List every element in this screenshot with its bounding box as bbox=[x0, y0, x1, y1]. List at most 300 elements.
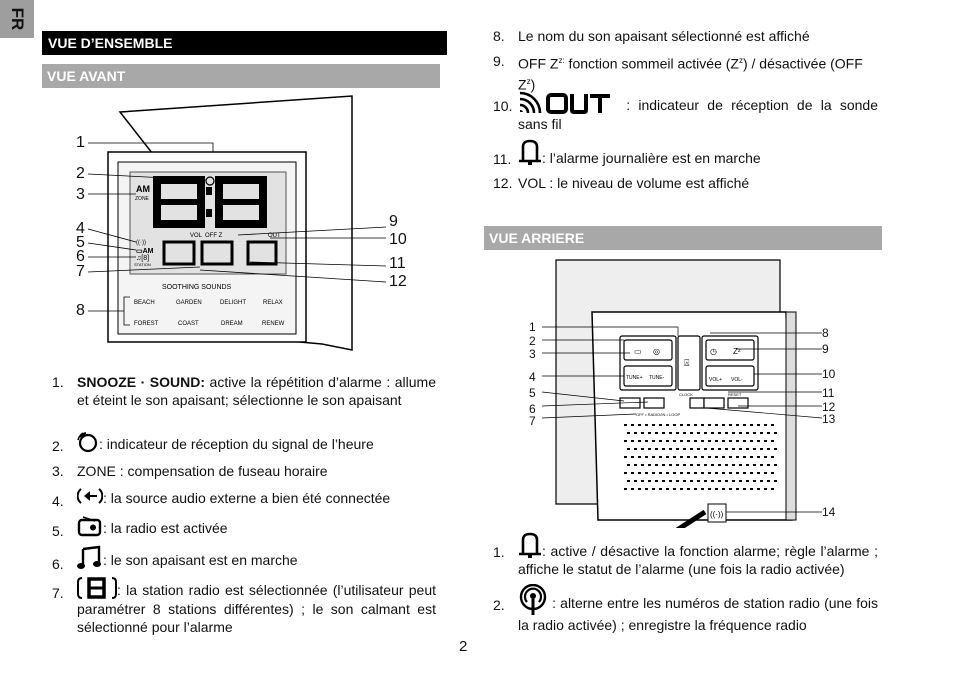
grille-hole bbox=[694, 472, 697, 474]
grille-hole bbox=[666, 440, 669, 442]
item-sup: z bbox=[526, 76, 531, 86]
grille-hole bbox=[627, 464, 630, 466]
grille-hole bbox=[638, 456, 641, 458]
front-view-illustration bbox=[60, 92, 420, 360]
grille-hole bbox=[676, 448, 679, 450]
grille-hole bbox=[704, 464, 707, 466]
grille-hole bbox=[771, 440, 774, 442]
list-item-text bbox=[518, 584, 878, 634]
rear-tune-plus: TUNE+ bbox=[626, 375, 643, 381]
grille-hole bbox=[683, 480, 686, 482]
sound-beach: BEACH bbox=[134, 300, 155, 306]
grille-hole bbox=[655, 448, 658, 450]
rear-view-illustration bbox=[540, 256, 850, 528]
grille-hole bbox=[687, 456, 690, 458]
grille-hole bbox=[669, 448, 672, 450]
svg-text:▭AM: ▭AM bbox=[136, 248, 154, 255]
subsection-title: VUE AVANT bbox=[47, 68, 126, 84]
callout-10: 10 bbox=[389, 231, 407, 248]
svg-text:◷: ◷ bbox=[710, 347, 717, 356]
grille-hole bbox=[764, 424, 767, 426]
grille-hole bbox=[701, 456, 704, 458]
grille-hole bbox=[659, 456, 662, 458]
grille-hole bbox=[645, 472, 648, 474]
grille-hole bbox=[711, 464, 714, 466]
grille-hole bbox=[715, 440, 718, 442]
grille-hole bbox=[676, 432, 679, 434]
sound-renew: RENEW bbox=[262, 321, 285, 327]
grille-hole bbox=[641, 464, 644, 466]
grille-hole bbox=[673, 488, 676, 490]
grille-hole bbox=[701, 424, 704, 426]
callout-2: 2 bbox=[76, 165, 85, 182]
grille-hole bbox=[767, 448, 770, 450]
list-item-text bbox=[77, 576, 436, 636]
rear-callout-6: 6 bbox=[529, 402, 536, 416]
grille-hole bbox=[753, 464, 756, 466]
grille-hole bbox=[718, 480, 721, 482]
svg-text:((·)): ((·)) bbox=[136, 240, 146, 246]
grille-hole bbox=[694, 440, 697, 442]
grille-hole bbox=[732, 464, 735, 466]
sound-relax: RELAX bbox=[263, 300, 283, 306]
grille-hole bbox=[757, 456, 760, 458]
grille-hole bbox=[732, 480, 735, 482]
grille-hole bbox=[729, 440, 732, 442]
grille-hole bbox=[638, 424, 641, 426]
grille-hole bbox=[697, 448, 700, 450]
grille-hole bbox=[722, 424, 725, 426]
grille-hole bbox=[774, 480, 777, 482]
callout-6: 6 bbox=[76, 248, 85, 265]
list-item-text: ZONE : compensation de fuseau horaire bbox=[77, 463, 328, 479]
bell-icon bbox=[518, 139, 542, 167]
rear-callout-2: 2 bbox=[529, 334, 536, 348]
callout-4: 4 bbox=[76, 220, 85, 237]
grille-hole bbox=[683, 464, 686, 466]
grille-hole bbox=[673, 472, 676, 474]
grille-hole bbox=[736, 424, 739, 426]
grille-hole bbox=[652, 456, 655, 458]
list-item-text bbox=[77, 486, 390, 507]
grille-hole bbox=[694, 424, 697, 426]
grille-hole bbox=[760, 432, 763, 434]
grille-hole bbox=[736, 440, 739, 442]
grille-hole bbox=[690, 432, 693, 434]
bell-icon bbox=[518, 532, 542, 560]
grille-hole bbox=[701, 472, 704, 474]
grille-hole bbox=[666, 456, 669, 458]
rear-callout-8: 8 bbox=[822, 326, 829, 340]
grille-hole bbox=[655, 464, 658, 466]
grille-hole bbox=[669, 480, 672, 482]
grille-hole bbox=[627, 480, 630, 482]
grille-hole bbox=[753, 448, 756, 450]
rear-callout-5: 5 bbox=[529, 386, 536, 400]
list-item-number: 6. bbox=[52, 556, 64, 572]
grille-hole bbox=[624, 424, 627, 426]
list-item-text: Le nom du son apaisant sélectionné est affiché bbox=[518, 28, 810, 44]
grille-hole bbox=[722, 440, 725, 442]
grille-hole bbox=[697, 464, 700, 466]
list-item-number: 4. bbox=[52, 493, 64, 509]
grille-hole bbox=[771, 472, 774, 474]
list-item-number: 1. bbox=[493, 544, 505, 560]
grille-hole bbox=[764, 488, 767, 490]
lcd-vol: VOL bbox=[190, 233, 203, 239]
grille-hole bbox=[771, 456, 774, 458]
grille-hole bbox=[680, 440, 683, 442]
list-item-text bbox=[518, 139, 761, 167]
lcd-off-z: OFF Z bbox=[205, 233, 223, 239]
grille-hole bbox=[739, 480, 742, 482]
grille-hole bbox=[627, 432, 630, 434]
grille-hole bbox=[746, 480, 749, 482]
grille-hole bbox=[645, 456, 648, 458]
list-item-number: 9. bbox=[493, 53, 505, 69]
grille-hole bbox=[631, 472, 634, 474]
list-item-number: 1. bbox=[52, 374, 64, 390]
grille-hole bbox=[680, 488, 683, 490]
music-note-icon bbox=[77, 545, 103, 571]
grille-hole bbox=[774, 464, 777, 466]
grille-hole bbox=[631, 440, 634, 442]
callout-8: 8 bbox=[76, 302, 85, 319]
rear-clock: CLOCK bbox=[679, 392, 693, 397]
grille-hole bbox=[718, 432, 721, 434]
lcd-zone: ZONE bbox=[135, 196, 149, 202]
grille-hole bbox=[767, 464, 770, 466]
grille-hole bbox=[753, 480, 756, 482]
grille-hole bbox=[708, 424, 711, 426]
grille-hole bbox=[757, 424, 760, 426]
grille-hole bbox=[652, 488, 655, 490]
grille-hole bbox=[729, 472, 732, 474]
page-number: 2 bbox=[459, 638, 468, 655]
item-sup: z: bbox=[558, 56, 565, 65]
grille-hole bbox=[697, 432, 700, 434]
grille-hole bbox=[666, 488, 669, 490]
callout-1: 1 bbox=[76, 134, 85, 151]
grille-hole bbox=[624, 472, 627, 474]
grille-hole bbox=[648, 480, 651, 482]
grille-hole bbox=[760, 448, 763, 450]
grille-hole bbox=[676, 464, 679, 466]
svg-text:◎: ◎ bbox=[653, 347, 660, 356]
grille-hole bbox=[743, 424, 746, 426]
subsection-header-rear bbox=[484, 226, 882, 250]
list-item-number: 2. bbox=[493, 597, 505, 613]
lcd-am: AM bbox=[136, 184, 150, 194]
item-text: : l’alarme journalière est en marche bbox=[542, 150, 761, 166]
grille-hole bbox=[659, 472, 662, 474]
list-item-text bbox=[77, 431, 374, 453]
grille-hole bbox=[757, 440, 760, 442]
rear-callout-13: 13 bbox=[822, 412, 836, 426]
grille-hole bbox=[711, 448, 714, 450]
grille-hole bbox=[725, 464, 728, 466]
grille-hole bbox=[624, 488, 627, 490]
list-item-number: 10. bbox=[493, 98, 513, 114]
grille-hole bbox=[666, 472, 669, 474]
rear-callout-1: 1 bbox=[529, 320, 536, 334]
rear-off-radio-loop: OFF • RADIO/IN • LOOP bbox=[636, 412, 681, 417]
grille-hole bbox=[764, 440, 767, 442]
grille-hole bbox=[708, 472, 711, 474]
grille-hole bbox=[676, 480, 679, 482]
grille-hole bbox=[648, 432, 651, 434]
list-item-number: 8. bbox=[493, 28, 505, 44]
grille-hole bbox=[704, 480, 707, 482]
grille-hole bbox=[652, 440, 655, 442]
grille-hole bbox=[645, 488, 648, 490]
list-item-text bbox=[518, 52, 880, 93]
grille-hole bbox=[743, 472, 746, 474]
grille-hole bbox=[673, 456, 676, 458]
grille-hole bbox=[718, 464, 721, 466]
grille-hole bbox=[641, 432, 644, 434]
grille-hole bbox=[634, 432, 637, 434]
grille-hole bbox=[732, 432, 735, 434]
grille-hole bbox=[708, 456, 711, 458]
callout-7: 7 bbox=[76, 263, 85, 280]
grille-hole bbox=[687, 472, 690, 474]
grille-hole bbox=[641, 448, 644, 450]
audio-in-icon bbox=[77, 486, 103, 506]
grille-hole bbox=[680, 456, 683, 458]
grille-hole bbox=[659, 488, 662, 490]
item-text: : la source audio externe a bien été connectée bbox=[103, 490, 391, 506]
rear-reset: RESET bbox=[728, 392, 742, 397]
item-text: : active / désactive la fonction alarme; règle l’alarme ; affiche le statut de l’alarme (une fois la radio activée) bbox=[518, 543, 878, 577]
svg-text:▭: ▭ bbox=[634, 347, 642, 356]
grille-hole bbox=[774, 432, 777, 434]
list-item-number: 5. bbox=[52, 523, 64, 539]
list-item-text bbox=[77, 516, 228, 538]
grille-hole bbox=[736, 488, 739, 490]
grille-hole bbox=[711, 432, 714, 434]
grille-hole bbox=[680, 472, 683, 474]
lcd-soothing-sounds: SOOTHING SOUNDS bbox=[162, 284, 232, 291]
callout-12: 12 bbox=[389, 273, 407, 290]
grille-hole bbox=[715, 488, 718, 490]
grille-hole bbox=[708, 440, 711, 442]
grille-hole bbox=[729, 456, 732, 458]
callout-11: 11 bbox=[389, 255, 406, 272]
sound-forest: FOREST bbox=[134, 321, 159, 327]
grille-hole bbox=[697, 480, 700, 482]
grille-hole bbox=[662, 464, 665, 466]
rear-callout-14: 14 bbox=[822, 505, 836, 519]
grille-hole bbox=[729, 488, 732, 490]
grille-hole bbox=[760, 464, 763, 466]
item-text: ) / désactivée (OFF Z bbox=[518, 55, 863, 93]
grille-hole bbox=[645, 440, 648, 442]
grille-hole bbox=[662, 432, 665, 434]
subsection-header-front bbox=[42, 64, 440, 88]
grille-hole bbox=[746, 464, 749, 466]
grille-hole bbox=[627, 448, 630, 450]
sound-delight: DELIGHT bbox=[220, 300, 247, 306]
svg-text:Zᶻ: Zᶻ bbox=[733, 347, 741, 356]
list-item-text bbox=[518, 91, 878, 133]
list-item-number: 12. bbox=[493, 175, 513, 191]
grille-hole bbox=[722, 488, 725, 490]
grille-hole bbox=[725, 432, 728, 434]
grille-hole bbox=[764, 472, 767, 474]
grille-hole bbox=[662, 448, 665, 450]
list-item-number: 2. bbox=[52, 438, 64, 454]
lcd-station: STATION bbox=[134, 262, 151, 267]
list-item-text bbox=[77, 373, 436, 409]
grille-hole bbox=[680, 424, 683, 426]
grille-hole bbox=[774, 448, 777, 450]
grille-hole bbox=[659, 424, 662, 426]
rear-callout-12: 12 bbox=[822, 400, 836, 414]
grille-hole bbox=[746, 448, 749, 450]
grille-hole bbox=[655, 480, 658, 482]
grille-hole bbox=[652, 472, 655, 474]
item-text: : la radio est activée bbox=[103, 520, 228, 536]
grille-hole bbox=[750, 472, 753, 474]
rear-callout-11: 11 bbox=[822, 386, 835, 400]
grille-hole bbox=[673, 440, 676, 442]
callout-9: 9 bbox=[389, 213, 398, 230]
grille-hole bbox=[648, 464, 651, 466]
subsection-title: VUE ARRIERE bbox=[489, 230, 585, 246]
grille-hole bbox=[715, 456, 718, 458]
grille-hole bbox=[725, 448, 728, 450]
grille-hole bbox=[750, 424, 753, 426]
grille-hole bbox=[638, 440, 641, 442]
grille-hole bbox=[690, 480, 693, 482]
item-text: : le son apaisant est en marche bbox=[103, 552, 298, 568]
grille-hole bbox=[638, 472, 641, 474]
rear-callout-3: 3 bbox=[529, 347, 536, 361]
svg-text:⍓: ⍓ bbox=[684, 358, 690, 368]
grille-hole bbox=[687, 488, 690, 490]
grille-hole bbox=[687, 440, 690, 442]
sound-dream: DREAM bbox=[221, 321, 243, 327]
callout-5: 5 bbox=[76, 234, 85, 251]
sound-coast: COAST bbox=[178, 321, 199, 327]
rear-callout-7: 7 bbox=[529, 414, 536, 428]
grille-hole bbox=[743, 440, 746, 442]
item-sup: z bbox=[738, 56, 743, 65]
grille-hole bbox=[743, 456, 746, 458]
item-text: : indicateur de réception du signal de l’heure bbox=[99, 436, 374, 452]
sound-garden: GARDEN bbox=[176, 300, 202, 306]
grille-hole bbox=[645, 424, 648, 426]
grille-hole bbox=[701, 488, 704, 490]
callout-3: 3 bbox=[76, 186, 85, 203]
grille-hole bbox=[634, 448, 637, 450]
svg-text:((·)): ((·)) bbox=[710, 510, 724, 519]
grille-hole bbox=[631, 456, 634, 458]
grille-hole bbox=[701, 440, 704, 442]
svg-text:♫[8]: ♫[8] bbox=[136, 255, 150, 262]
grille-hole bbox=[711, 480, 714, 482]
grille-hole bbox=[757, 488, 760, 490]
list-item-number: 3. bbox=[52, 463, 64, 479]
grille-hole bbox=[652, 424, 655, 426]
item-bold-label: SNOOZE · SOUND: bbox=[77, 374, 206, 390]
grille-hole bbox=[753, 432, 756, 434]
rear-vol-minus: VOL- bbox=[731, 377, 743, 383]
list-item-text: VOL : le niveau de volume est affiché bbox=[518, 175, 750, 191]
rear-callout-9: 9 bbox=[822, 342, 829, 356]
grille-hole bbox=[767, 432, 770, 434]
language-tab-label: FR bbox=[8, 7, 27, 31]
grille-hole bbox=[648, 448, 651, 450]
grille-hole bbox=[624, 440, 627, 442]
radio-signal-icon bbox=[77, 431, 99, 453]
grille-hole bbox=[662, 480, 665, 482]
grille-hole bbox=[690, 464, 693, 466]
list-item-number: 7. bbox=[52, 585, 64, 601]
grille-hole bbox=[669, 432, 672, 434]
grille-hole bbox=[722, 472, 725, 474]
grille-hole bbox=[771, 424, 774, 426]
grille-hole bbox=[687, 424, 690, 426]
grille-hole bbox=[750, 456, 753, 458]
grille-hole bbox=[673, 424, 676, 426]
grille-hole bbox=[739, 448, 742, 450]
language-tab bbox=[0, 0, 34, 38]
item-text: : alterne entre les numéros de station radio (une fois la radio activée) ; enregistre la fréquence radio bbox=[518, 595, 879, 633]
grille-hole bbox=[736, 456, 739, 458]
grille-hole bbox=[638, 488, 641, 490]
radio-icon bbox=[77, 516, 103, 538]
grille-hole bbox=[750, 440, 753, 442]
grille-hole bbox=[739, 432, 742, 434]
grille-hole bbox=[736, 472, 739, 474]
grille-hole bbox=[729, 424, 732, 426]
item-text: : la station radio est sélectionnée (l’utilisateur peut paramétrer 8 stations différentes) ; le son calmant est sélectionné pour l’alarme bbox=[77, 582, 436, 635]
section-header-overview bbox=[42, 31, 447, 55]
grille-hole bbox=[760, 480, 763, 482]
grille-hole bbox=[659, 440, 662, 442]
rear-callout-10: 10 bbox=[822, 367, 836, 381]
grille-hole bbox=[690, 448, 693, 450]
grille-hole bbox=[634, 480, 637, 482]
item-text: ) bbox=[530, 76, 536, 93]
grille-hole bbox=[718, 448, 721, 450]
rear-vol-plus: VOL+ bbox=[709, 377, 722, 383]
item-text: OFF Z bbox=[518, 55, 559, 72]
wireless-out-icon bbox=[518, 91, 618, 115]
grille-hole bbox=[739, 464, 742, 466]
grille-hole bbox=[764, 456, 767, 458]
grille-hole bbox=[631, 488, 634, 490]
grille-hole bbox=[757, 472, 760, 474]
grille-hole bbox=[750, 488, 753, 490]
grille-hole bbox=[641, 480, 644, 482]
lcd-out: OUT bbox=[268, 233, 281, 239]
grille-hole bbox=[715, 424, 718, 426]
grille-hole bbox=[746, 432, 749, 434]
grille-hole bbox=[669, 464, 672, 466]
list-item-number: 11. bbox=[493, 151, 512, 167]
grille-hole bbox=[624, 456, 627, 458]
rear-tune-minus: TUNE- bbox=[649, 375, 665, 381]
grille-hole bbox=[694, 456, 697, 458]
grille-hole bbox=[631, 424, 634, 426]
grille-hole bbox=[708, 488, 711, 490]
grille-hole bbox=[694, 488, 697, 490]
grille-hole bbox=[704, 448, 707, 450]
grille-hole bbox=[683, 432, 686, 434]
